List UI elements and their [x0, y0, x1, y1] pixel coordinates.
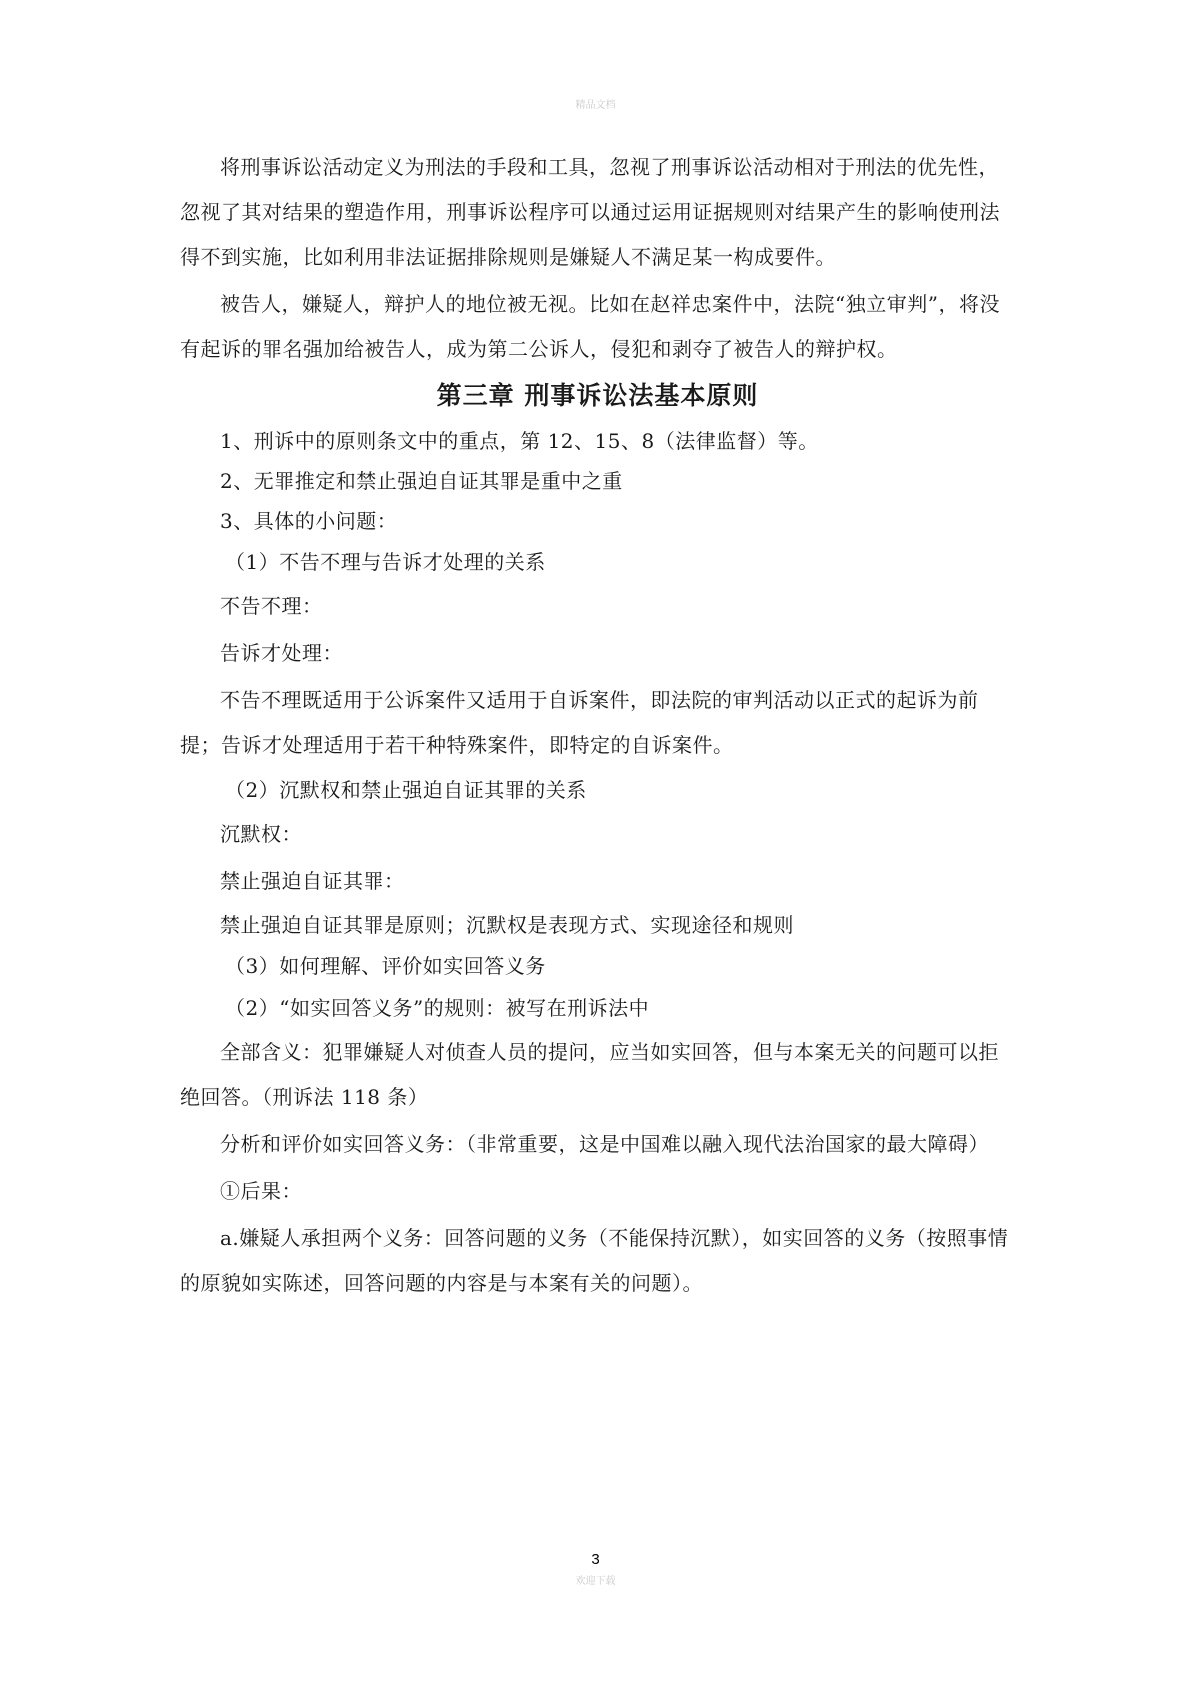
subheading-2: （2）沉默权和禁止强迫自证其罪的关系 — [225, 778, 587, 802]
label-chenmoquan: 沉默权： — [220, 822, 302, 846]
label-bugao-buli: 不告不理： — [220, 594, 323, 618]
header-watermark: 精品文档 — [575, 100, 616, 111]
subheading-3: （3）如何理解、评价如实回答义务 — [225, 954, 546, 978]
list-item-3: 3、具体的小问题： — [220, 509, 398, 533]
label-jinzhi-qiangpo: 禁止强迫自证其罪： — [220, 869, 405, 893]
subheading-1: （1）不告不理与告诉才处理的关系 — [225, 550, 546, 574]
subheading-4: （2）“如实回答义务”的规则：被写在刑诉法中 — [225, 996, 650, 1020]
list-item-2: 2、无罪推定和禁止强迫自证其罪是重中之重 — [220, 469, 623, 493]
paragraph-criminal-procedure-tool: 将刑事诉讼活动定义为刑法的手段和工具，忽视了刑事诉讼活动相对于刑法的优先性，忽视了其对结果的塑造作用，刑事诉讼程序可以通过运用证据规则对结果产生的影响使刑法得不到实施，比如利用非法证据排除规则是嫌疑人不满足某一构成要件。 — [180, 155, 1000, 269]
list-item-1: 1、刑诉中的原则条文中的重点，第 12、15、8（法律监督）等。 — [220, 429, 819, 453]
paragraph-bugao-vs-gaosu: 不告不理既适用于公诉案件又适用于自诉案件，即法院的审判活动以正式的起诉为前提；告诉才处理适用于若干种特殊案件，即特定的自诉案件。 — [180, 688, 979, 757]
paragraph-defendant-status: 被告人，嫌疑人，辩护人的地位被无视。比如在赵祥忠案件中，法院“独立审判”，将没有起诉的罪名强加给被告人，成为第二公诉人，侵犯和剥夺了被告人的辩护权。 — [180, 292, 1000, 361]
paragraph-analysis: 分析和评价如实回答义务：（非常重要，这是中国难以融入现代法治国家的最大障碍） — [220, 1132, 989, 1156]
page-number: 3 — [591, 1551, 600, 1568]
label-gaosu-cai-chuli: 告诉才处理： — [220, 641, 343, 665]
chapter-title: 第三章 刑事诉讼法基本原则 — [436, 381, 759, 410]
document-body — [180, 145, 1015, 1308]
paragraph-two-duties: a.嫌疑人承担两个义务：回答问题的义务（不能保持沉默），如实回答的义务（按照事情的原貌如实陈述，回答问题的内容是与本案有关的问题）。 — [180, 1226, 1009, 1295]
paragraph-full-meaning: 全部含义：犯罪嫌疑人对侦查人员的提问，应当如实回答，但与本案无关的问题可以拒绝回答。（刑诉法 118 条） — [180, 1040, 999, 1109]
paragraph-consequence: ①后果： — [220, 1179, 302, 1203]
footer-watermark: 欢迎下载 — [575, 1576, 616, 1587]
paragraph-principle-vs-right: 禁止强迫自证其罪是原则；沉默权是表现方式、实现途径和规则 — [220, 913, 794, 937]
